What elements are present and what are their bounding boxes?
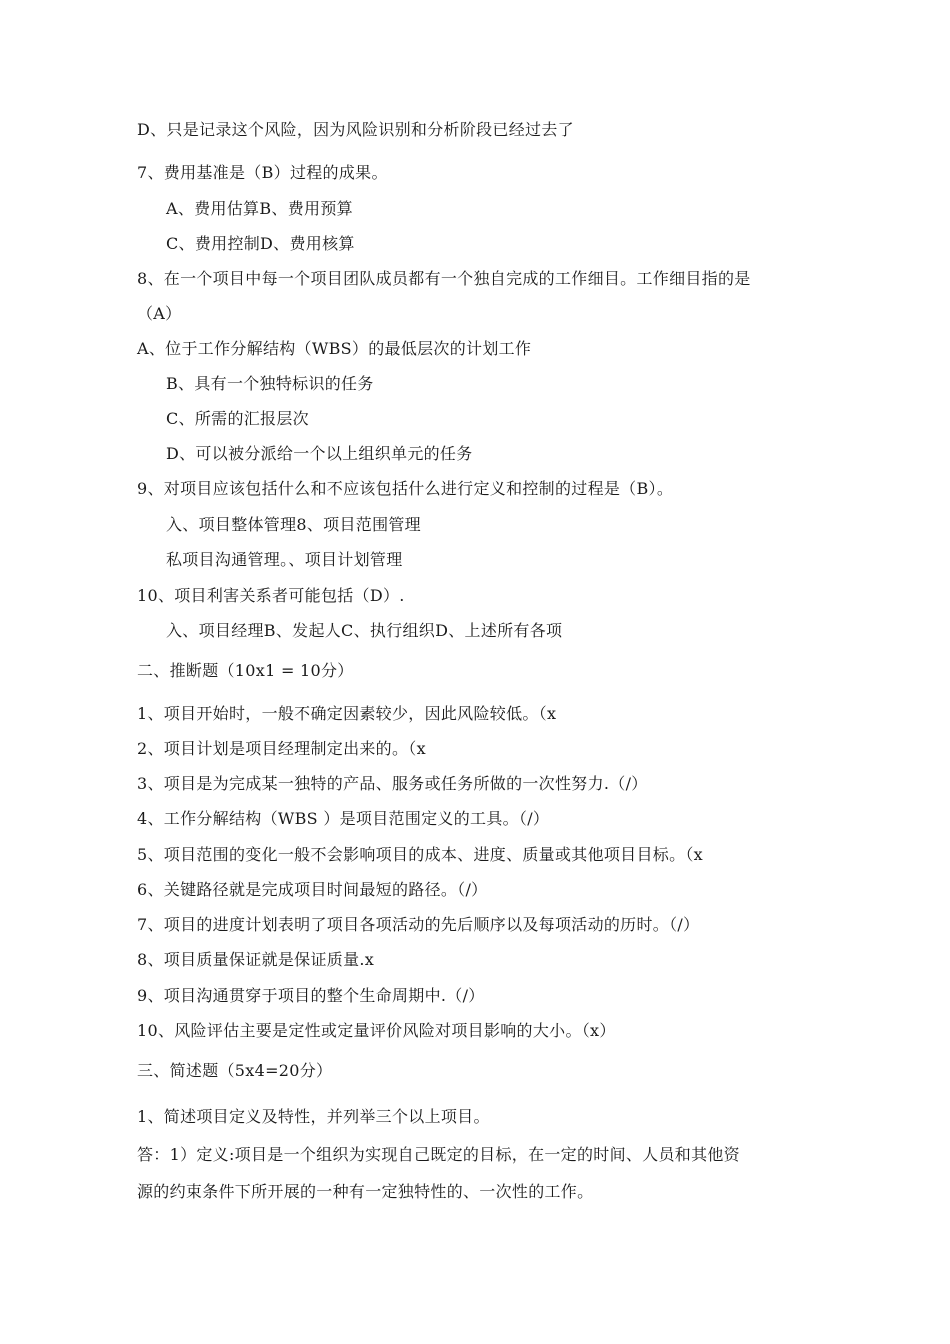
text-line: 答：1）定义:项目是一个组织为实现自己既定的目标，在一定的时间、人员和其他资: [137, 1145, 740, 1164]
text-line: 3、项目是为完成某一独特的产品、服务或任务所做的一次性努力.（/）: [137, 774, 648, 793]
text-line: 1、项目开始时，一般不确定因素较少，因此风险较低。（x: [137, 704, 557, 723]
text-line: C、费用控制D、费用核算: [166, 234, 355, 253]
text-line: （A）: [137, 304, 182, 323]
text-line: 2、项目计划是项目经理制定出来的。（x: [137, 739, 426, 758]
text-line: 6、关键路径就是完成项目时间最短的路径。（/）: [137, 880, 488, 899]
text-line: 9、项目沟通贯穿于项目的整个生命周期中.（/）: [137, 986, 485, 1005]
text-line: B、具有一个独特标识的任务: [166, 374, 374, 393]
text-line: A、费用估算B、费用预算: [166, 199, 353, 218]
text-line: 私项目沟通管理。、项目计划管理: [166, 550, 403, 569]
text-line: 入、项目整体管理8、项目范围管理: [166, 515, 421, 534]
text-line: 10、风险评估主要是定性或定量评价风险对项目影响的大小。（x）: [137, 1021, 616, 1040]
text-line: 10、项目利害关系者可能包括（D）.: [137, 586, 405, 605]
section-heading: 二、推断题（10x1 = 10分）: [137, 661, 354, 680]
text-line: 1、简述项目定义及特性，并列举三个以上项目。: [137, 1107, 490, 1126]
text-line: 4、工作分解结构（WBS ）是项目范围定义的工具。（/）: [137, 809, 550, 828]
text-line: D、可以被分派给一个以上组织单元的任务: [166, 444, 473, 463]
text-line: 入、项目经理B、发起人C、执行组织D、上述所有各项: [166, 621, 563, 640]
text-line: 5、项目范围的变化一般不会影响项目的成本、进度、质量或其他项目目标。（x: [137, 845, 704, 864]
text-line: D、只是记录这个风险，因为风险识别和分析阶段已经过去了: [137, 120, 574, 139]
text-line: 8、在一个项目中每一个项目团队成员都有一个独自完成的工作细目。工作细目指的是: [137, 269, 751, 288]
section-heading: 三、简述题（5x4=20分）: [137, 1061, 333, 1080]
text-line: A、位于工作分解结构（WBS）的最低层次的计划工作: [137, 339, 532, 358]
text-line: C、所需的汇报层次: [166, 409, 309, 428]
text-line: 7、项目的进度计划表明了项目各项活动的先后顺序以及每项活动的历时。（/）: [137, 915, 700, 934]
text-line: 9、对项目应该包括什么和不应该包括什么进行定义和控制的过程是（B）。: [137, 479, 674, 498]
text-line: 源的约束条件下所开展的一种有一定独特性的、一次性的工作。: [137, 1182, 594, 1201]
text-line: 7、费用基准是（B）过程的成果。: [137, 163, 388, 182]
text-line: 8、项目质量保证就是保证质量.x: [137, 950, 375, 969]
